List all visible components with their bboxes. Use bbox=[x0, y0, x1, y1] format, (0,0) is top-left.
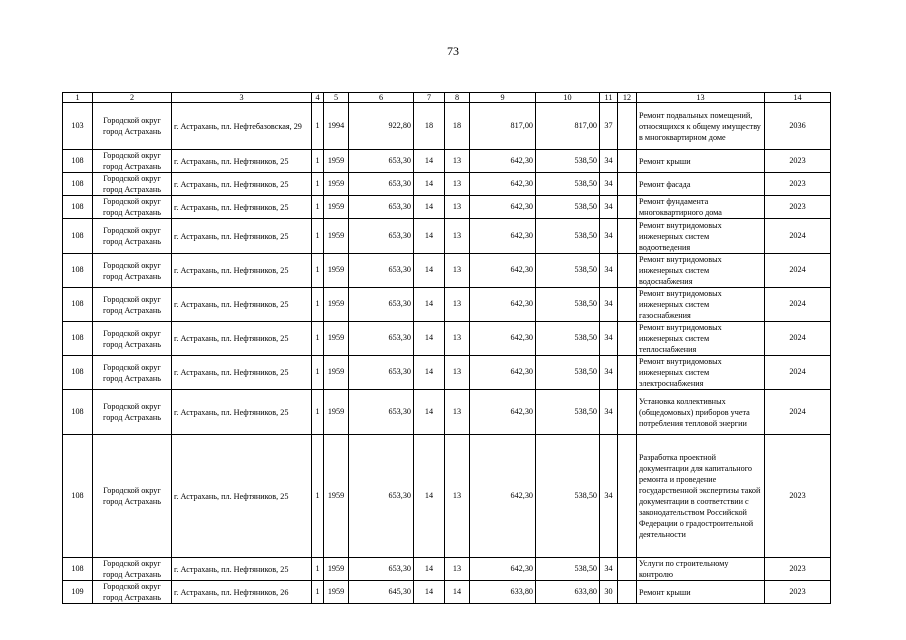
cell-col11: 34 bbox=[600, 390, 618, 435]
cell-municipality: Городской округ город Астрахань bbox=[93, 356, 172, 390]
cell-col7: 18 bbox=[414, 103, 445, 150]
cell-program-number: 108 bbox=[63, 322, 93, 356]
cell-program-number: 108 bbox=[63, 435, 93, 558]
cell-year: 1959 bbox=[324, 254, 349, 288]
cell-total-area: 653,30 bbox=[349, 173, 414, 196]
cell-col12 bbox=[618, 173, 637, 196]
cell-col11: 34 bbox=[600, 322, 618, 356]
cell-col12 bbox=[618, 581, 637, 604]
cell-address: г. Астрахань, пл. Нефтебазовская, 29 bbox=[172, 103, 312, 150]
cell-col8: 13 bbox=[445, 173, 470, 196]
cell-repair-year: 2023 bbox=[765, 173, 831, 196]
cell-col4: 1 bbox=[312, 254, 324, 288]
cell-col7: 14 bbox=[414, 558, 445, 581]
cell-year: 1959 bbox=[324, 150, 349, 173]
cell-area-a: 642,30 bbox=[470, 173, 536, 196]
cell-total-area: 653,30 bbox=[349, 356, 414, 390]
cell-col11: 34 bbox=[600, 558, 618, 581]
cell-area-a: 642,30 bbox=[470, 356, 536, 390]
cell-col8: 13 bbox=[445, 254, 470, 288]
cell-municipality: Городской округ город Астрахань bbox=[93, 322, 172, 356]
cell-address: г. Астрахань, пл. Нефтяников, 25 bbox=[172, 150, 312, 173]
cell-repair-year: 2023 bbox=[765, 150, 831, 173]
cell-col4: 1 bbox=[312, 581, 324, 604]
cell-address: г. Астрахань, пл. Нефтяников, 25 bbox=[172, 254, 312, 288]
cell-municipality: Городской округ город Астрахань bbox=[93, 581, 172, 604]
cell-total-area: 653,30 bbox=[349, 196, 414, 219]
cell-program-number: 108 bbox=[63, 254, 93, 288]
cell-area-b: 538,50 bbox=[536, 356, 600, 390]
column-number: 12 bbox=[618, 93, 637, 103]
cell-work-type: Ремонт внутридомовых инженерных систем водоснабжения bbox=[637, 254, 765, 288]
cell-area-b: 538,50 bbox=[536, 219, 600, 254]
cell-col12 bbox=[618, 288, 637, 322]
cell-year: 1959 bbox=[324, 581, 349, 604]
table-row bbox=[63, 103, 831, 150]
cell-col11: 37 bbox=[600, 103, 618, 150]
column-number: 1 bbox=[63, 93, 93, 103]
cell-repair-year: 2024 bbox=[765, 288, 831, 322]
cell-area-b: 538,50 bbox=[536, 173, 600, 196]
cell-col12 bbox=[618, 150, 637, 173]
cell-address: г. Астрахань, пл. Нефтяников, 25 bbox=[172, 558, 312, 581]
cell-total-area: 653,30 bbox=[349, 288, 414, 322]
cell-col7: 14 bbox=[414, 322, 445, 356]
cell-area-b: 538,50 bbox=[536, 558, 600, 581]
cell-area-a: 817,00 bbox=[470, 103, 536, 150]
cell-col12 bbox=[618, 435, 637, 558]
cell-program-number: 108 bbox=[63, 390, 93, 435]
cell-work-type: Ремонт внутридомовых инженерных систем водоотведения bbox=[637, 219, 765, 254]
cell-work-type: Ремонт подвальных помещений, относящихся к общему имуществу в многоквартирном доме bbox=[637, 103, 765, 150]
cell-total-area: 653,30 bbox=[349, 558, 414, 581]
cell-municipality: Городской округ город Астрахань bbox=[93, 196, 172, 219]
cell-total-area: 653,30 bbox=[349, 254, 414, 288]
page-number: 73 bbox=[447, 44, 459, 58]
cell-year: 1959 bbox=[324, 390, 349, 435]
table-row bbox=[63, 150, 831, 173]
cell-work-type: Ремонт внутридомовых инженерных систем газоснабжения bbox=[637, 288, 765, 322]
cell-year: 1959 bbox=[324, 173, 349, 196]
column-number: 10 bbox=[536, 93, 600, 103]
cell-repair-year: 2023 bbox=[765, 558, 831, 581]
cell-col8: 13 bbox=[445, 356, 470, 390]
cell-col4: 1 bbox=[312, 558, 324, 581]
cell-col7: 14 bbox=[414, 356, 445, 390]
cell-col4: 1 bbox=[312, 322, 324, 356]
cell-col7: 14 bbox=[414, 173, 445, 196]
cell-total-area: 653,30 bbox=[349, 322, 414, 356]
column-number: 3 bbox=[172, 93, 312, 103]
table-row bbox=[63, 196, 831, 219]
cell-area-b: 538,50 bbox=[536, 435, 600, 558]
cell-municipality: Городской округ город Астрахань bbox=[93, 558, 172, 581]
cell-area-b: 538,50 bbox=[536, 254, 600, 288]
cell-repair-year: 2023 bbox=[765, 581, 831, 604]
cell-col4: 1 bbox=[312, 288, 324, 322]
cell-col7: 14 bbox=[414, 435, 445, 558]
cell-municipality: Городской округ город Астрахань bbox=[93, 288, 172, 322]
cell-col12 bbox=[618, 322, 637, 356]
table-row bbox=[63, 558, 831, 581]
cell-col12 bbox=[618, 254, 637, 288]
cell-col8: 13 bbox=[445, 150, 470, 173]
cell-municipality: Городской округ город Астрахань bbox=[93, 219, 172, 254]
table-row bbox=[63, 254, 831, 288]
cell-col8: 13 bbox=[445, 322, 470, 356]
cell-col8: 14 bbox=[445, 581, 470, 604]
cell-municipality: Городской округ город Астрахань bbox=[93, 435, 172, 558]
cell-area-b: 538,50 bbox=[536, 322, 600, 356]
cell-work-type: Ремонт крыши bbox=[637, 150, 765, 173]
cell-area-a: 642,30 bbox=[470, 435, 536, 558]
cell-total-area: 645,30 bbox=[349, 581, 414, 604]
cell-area-a: 642,30 bbox=[470, 322, 536, 356]
cell-repair-year: 2024 bbox=[765, 390, 831, 435]
cell-repair-year: 2024 bbox=[765, 322, 831, 356]
column-number: 8 bbox=[445, 93, 470, 103]
cell-col8: 18 bbox=[445, 103, 470, 150]
cell-col4: 1 bbox=[312, 196, 324, 219]
cell-work-type: Услуги по строительному контролю bbox=[637, 558, 765, 581]
column-number: 9 bbox=[470, 93, 536, 103]
cell-col4: 1 bbox=[312, 219, 324, 254]
cell-work-type: Ремонт внутридомовых инженерных систем электроснабжения bbox=[637, 356, 765, 390]
cell-total-area: 653,30 bbox=[349, 150, 414, 173]
cell-area-a: 642,30 bbox=[470, 219, 536, 254]
cell-program-number: 108 bbox=[63, 173, 93, 196]
cell-total-area: 653,30 bbox=[349, 390, 414, 435]
cell-program-number: 103 bbox=[63, 103, 93, 150]
cell-municipality: Городской округ город Астрахань bbox=[93, 103, 172, 150]
cell-total-area: 653,30 bbox=[349, 219, 414, 254]
cell-year: 1994 bbox=[324, 103, 349, 150]
cell-program-number: 108 bbox=[63, 196, 93, 219]
cell-program-number: 108 bbox=[63, 219, 93, 254]
cell-year: 1959 bbox=[324, 558, 349, 581]
cell-address: г. Астрахань, пл. Нефтяников, 25 bbox=[172, 173, 312, 196]
cell-col8: 13 bbox=[445, 196, 470, 219]
column-number: 4 bbox=[312, 93, 324, 103]
cell-col8: 13 bbox=[445, 390, 470, 435]
cell-work-type: Разработка проектной документации для капитального ремонта и проведение государственной экспертизы такой документации в соответствии с законодательством Российской Федерации о градостроительной деятельности bbox=[637, 435, 765, 558]
column-number: 14 bbox=[765, 93, 831, 103]
cell-col12 bbox=[618, 219, 637, 254]
cell-col7: 14 bbox=[414, 150, 445, 173]
cell-repair-year: 2024 bbox=[765, 356, 831, 390]
cell-area-b: 817,00 bbox=[536, 103, 600, 150]
cell-col12 bbox=[618, 558, 637, 581]
cell-address: г. Астрахань, пл. Нефтяников, 25 bbox=[172, 435, 312, 558]
cell-program-number: 108 bbox=[63, 150, 93, 173]
cell-program-number: 108 bbox=[63, 558, 93, 581]
column-number: 6 bbox=[349, 93, 414, 103]
cell-col11: 34 bbox=[600, 288, 618, 322]
cell-address: г. Астрахань, пл. Нефтяников, 25 bbox=[172, 356, 312, 390]
cell-area-a: 642,30 bbox=[470, 558, 536, 581]
cell-municipality: Городской округ город Астрахань bbox=[93, 173, 172, 196]
cell-work-type: Ремонт внутридомовых инженерных систем теплоснабжения bbox=[637, 322, 765, 356]
table-row bbox=[63, 435, 831, 558]
table-row bbox=[63, 356, 831, 390]
cell-col11: 34 bbox=[600, 254, 618, 288]
cell-area-a: 642,30 bbox=[470, 254, 536, 288]
cell-col12 bbox=[618, 356, 637, 390]
cell-year: 1959 bbox=[324, 219, 349, 254]
cell-repair-year: 2023 bbox=[765, 435, 831, 558]
cell-work-type: Установка коллективных (общедомовых) приборов учета потребления тепловой энергии bbox=[637, 390, 765, 435]
cell-address: г. Астрахань, пл. Нефтяников, 25 bbox=[172, 322, 312, 356]
cell-col7: 14 bbox=[414, 288, 445, 322]
cell-col7: 14 bbox=[414, 254, 445, 288]
cell-col8: 13 bbox=[445, 219, 470, 254]
cell-col11: 30 bbox=[600, 581, 618, 604]
cell-col8: 13 bbox=[445, 435, 470, 558]
cell-municipality: Городской округ город Астрахань bbox=[93, 254, 172, 288]
cell-municipality: Городской округ город Астрахань bbox=[93, 390, 172, 435]
column-number: 13 bbox=[637, 93, 765, 103]
cell-col4: 1 bbox=[312, 356, 324, 390]
cell-repair-year: 2024 bbox=[765, 254, 831, 288]
cell-col7: 14 bbox=[414, 390, 445, 435]
table-row bbox=[63, 173, 831, 196]
cell-total-area: 653,30 bbox=[349, 435, 414, 558]
cell-work-type: Ремонт фасада bbox=[637, 173, 765, 196]
column-number: 2 bbox=[93, 93, 172, 103]
cell-col7: 14 bbox=[414, 196, 445, 219]
cell-address: г. Астрахань, пл. Нефтяников, 25 bbox=[172, 288, 312, 322]
cell-area-a: 642,30 bbox=[470, 390, 536, 435]
cell-col8: 13 bbox=[445, 558, 470, 581]
cell-year: 1959 bbox=[324, 322, 349, 356]
cell-year: 1959 bbox=[324, 288, 349, 322]
cell-address: г. Астрахань, пл. Нефтяников, 25 bbox=[172, 219, 312, 254]
cell-col4: 1 bbox=[312, 150, 324, 173]
table-row bbox=[63, 219, 831, 254]
cell-year: 1959 bbox=[324, 196, 349, 219]
column-number: 11 bbox=[600, 93, 618, 103]
cell-col7: 14 bbox=[414, 219, 445, 254]
cell-work-type: Ремонт крыши bbox=[637, 581, 765, 604]
column-number: 5 bbox=[324, 93, 349, 103]
cell-repair-year: 2024 bbox=[765, 219, 831, 254]
cell-col4: 1 bbox=[312, 103, 324, 150]
cell-address: г. Астрахань, пл. Нефтяников, 26 bbox=[172, 581, 312, 604]
cell-col4: 1 bbox=[312, 435, 324, 558]
cell-year: 1959 bbox=[324, 356, 349, 390]
cell-col11: 34 bbox=[600, 173, 618, 196]
table-row bbox=[63, 581, 831, 604]
cell-repair-year: 2023 bbox=[765, 196, 831, 219]
cell-area-b: 633,80 bbox=[536, 581, 600, 604]
cell-address: г. Астрахань, пл. Нефтяников, 25 bbox=[172, 196, 312, 219]
cell-col11: 34 bbox=[600, 196, 618, 219]
cell-col11: 34 bbox=[600, 356, 618, 390]
cell-area-a: 642,30 bbox=[470, 150, 536, 173]
cell-area-b: 538,50 bbox=[536, 390, 600, 435]
cell-program-number: 108 bbox=[63, 356, 93, 390]
cell-area-a: 642,30 bbox=[470, 288, 536, 322]
cell-area-b: 538,50 bbox=[536, 196, 600, 219]
cell-area-a: 633,80 bbox=[470, 581, 536, 604]
cell-col4: 1 bbox=[312, 173, 324, 196]
table-row bbox=[63, 288, 831, 322]
cell-col12 bbox=[618, 103, 637, 150]
cell-area-b: 538,50 bbox=[536, 288, 600, 322]
cell-program-number: 109 bbox=[63, 581, 93, 604]
cell-repair-year: 2036 bbox=[765, 103, 831, 150]
cell-address: г. Астрахань, пл. Нефтяников, 25 bbox=[172, 390, 312, 435]
cell-col11: 34 bbox=[600, 219, 618, 254]
cell-work-type: Ремонт фундамента многоквартирного дома bbox=[637, 196, 765, 219]
cell-program-number: 108 bbox=[63, 288, 93, 322]
cell-col11: 34 bbox=[600, 435, 618, 558]
column-number: 7 bbox=[414, 93, 445, 103]
cell-total-area: 922,80 bbox=[349, 103, 414, 150]
column-number-row bbox=[63, 93, 831, 103]
table-row bbox=[63, 390, 831, 435]
cell-col4: 1 bbox=[312, 390, 324, 435]
cell-year: 1959 bbox=[324, 435, 349, 558]
cell-col12 bbox=[618, 390, 637, 435]
table-row bbox=[63, 322, 831, 356]
capital-repair-table bbox=[62, 92, 831, 604]
cell-col8: 13 bbox=[445, 288, 470, 322]
cell-area-a: 642,30 bbox=[470, 196, 536, 219]
cell-area-b: 538,50 bbox=[536, 150, 600, 173]
cell-col7: 14 bbox=[414, 581, 445, 604]
cell-col12 bbox=[618, 196, 637, 219]
cell-col11: 34 bbox=[600, 150, 618, 173]
cell-municipality: Городской округ город Астрахань bbox=[93, 150, 172, 173]
